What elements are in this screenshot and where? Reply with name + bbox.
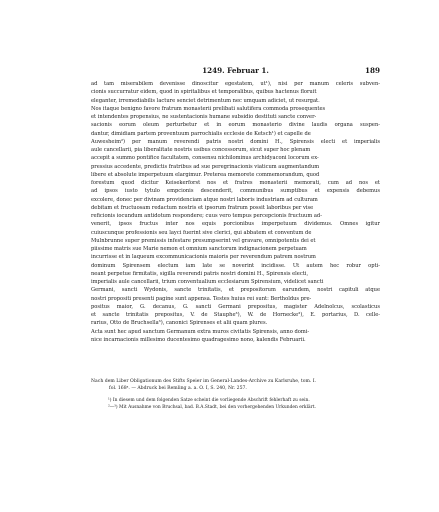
text-line: dominum Spirensem electum iam late se noverint incidisse. Ut autem hec robur opti-: [91, 262, 380, 269]
text-line: Germani, sancti Wydonis, sancte trinitatis, et prepositorum earundem, nostri capituli atque: [91, 287, 380, 294]
text-line: ad tam miserabilem devenisse dinoscitur egestatem, ut¹), nisi per manum celeris subven-: [91, 81, 380, 87]
page-header: [91, 66, 380, 78]
text-line: debitam et fructuosam redactum nostris et ipsorum fratrum possit laboribus per vise: [91, 204, 314, 211]
text-line: excolere, donec per divinam providenciam atque nostri laboris industriam ad culturam: [91, 196, 318, 203]
text-line: piissime matris sue Marie nemon et omnium sanctorum indignacionem perpetuam: [91, 246, 307, 252]
text-line: accepit a summo pontifice facultatem, consensu nichilominus archidyaconi locorum ex-: [91, 155, 319, 162]
text-line: libere et absolute imperpetuum elargimur. Preterea memorete commemorandum, quod: [91, 171, 320, 178]
text-line: cuiuscunque professionis seu layci fuerint sive clerici, qui abbatem et conventum de: [91, 229, 312, 236]
page-number: 189: [364, 66, 380, 75]
text-line: nostri propositi presenti pagine sunt appensa. Testes huius rei sunt: Bertholdus pre-: [91, 295, 312, 302]
text-line: cionis succurratur eidem, quod in spiritalibus et temporalibus, quibus hactenus floruit: [91, 89, 317, 96]
footnote-line: ¹) In diesem und dem folgenden Satze scheint die vorliegende Abschrift fehlerhaft zu sein.: [108, 398, 310, 403]
text-line: reficionis iocundum antidotum respondere; cuus vero tempus percepcionis fructuum ad-: [91, 213, 322, 219]
text-line: positus maior, G. decanus, G. sancti Germani prepositus, magister Adelnolcus, scolasticus: [91, 303, 380, 310]
text-line: Auwesheim²) per manum reverendi patris nostri domini H., Spirensis electi et imperialis: [91, 138, 380, 145]
text-line: imperialis aule cancellarii, trium conventualium ecclesiarum Spirensium, videlicet sancti: [91, 279, 324, 285]
text-line: ad ipsos iusto tytulo empcionis descenderit, communibus sumptibus et expensis debemus: [91, 188, 380, 195]
text-line: sacionis eorum oleum perturbetur et in eorum monasterio divine laudis organa suspen-: [91, 122, 380, 129]
text-line: aule cancellarii, pia liberalitate nostris usibus concessorum, sicut super hoc plenam: [91, 147, 311, 153]
source-line: fol. 168ᵃ. — Abdruck bei Remling a. a. O. I, S. 240, Nr. 257.: [109, 386, 247, 391]
source-line: Nach dem Liber Obligationum des Stifts Speier im General-Landes-Archive zu Karlsruhe, tom. I.: [91, 379, 317, 384]
text-line: pressius accedente, predictis fratribus ad sue peregrinacionis viaticum augmentandum: [91, 163, 320, 170]
footnotes: [108, 397, 378, 411]
footnote-line: ²—³) Mit Ausnahme von Bruchsal, bad. B.A.Stadt, bei den vorhergehenden Urkunden erklärt.: [108, 405, 316, 410]
text-line: eleganter, irremediabilis lacture senciet detrimentum nec umquam adiciet, ut resurgat.: [91, 97, 320, 104]
header-date: 1249. Februar 1.: [202, 66, 269, 75]
text-line: forestum quod dicitur Keisekerforst nos et fratres monasterii memorati, cum ad nos et: [91, 180, 380, 186]
text-line: Mulnbrunne super premissis infestare presumpserint vel gravare, omnipotentis dei et: [91, 237, 316, 244]
text-line: et intendentes propensius, ne sustentacionis humane subsidio destituti sancte conver-: [91, 114, 317, 120]
charter-text: [91, 80, 380, 344]
text-line: et sancte trinitatis prepositus, V. de Stauphe³), W. de Hornecke³), E. portarius, D. celle-: [91, 312, 380, 318]
text-line: neant perpetue firmitatis, sigilla reverendi patris nostri domini H., Spirensis electi,: [91, 270, 309, 277]
text-line: incurrisse et in laqueum excommunicacionis maioris per reverendum patrem nostrum: [91, 254, 316, 261]
source-note: [91, 378, 380, 392]
text-line: nice incarnacionis millesimo ducentesimo quadragesimo nono, kalendis Februarii.: [91, 336, 306, 343]
text-line: venerit, ipsos fructus inter nos equis porcionibus imperpetuum dividemus. Omnes igitur: [91, 221, 380, 228]
text-line: Acta sunt hec apud sanctum Germanum extra muros civitatis Spirensis, anno domi-: [91, 328, 310, 335]
text-line: rarius, Otto de Bruchsella³), canonici Spirenses et alii quam plures.: [91, 320, 268, 327]
text-line: Nos itaque benigno favore fratrum monasterii prelibati salutifera commoda prosequentes: [91, 105, 326, 112]
text-line: dantur, dimidiam partem proventuum parrochialis ecclesie de Ketsch¹) et capelle de: [91, 130, 311, 137]
